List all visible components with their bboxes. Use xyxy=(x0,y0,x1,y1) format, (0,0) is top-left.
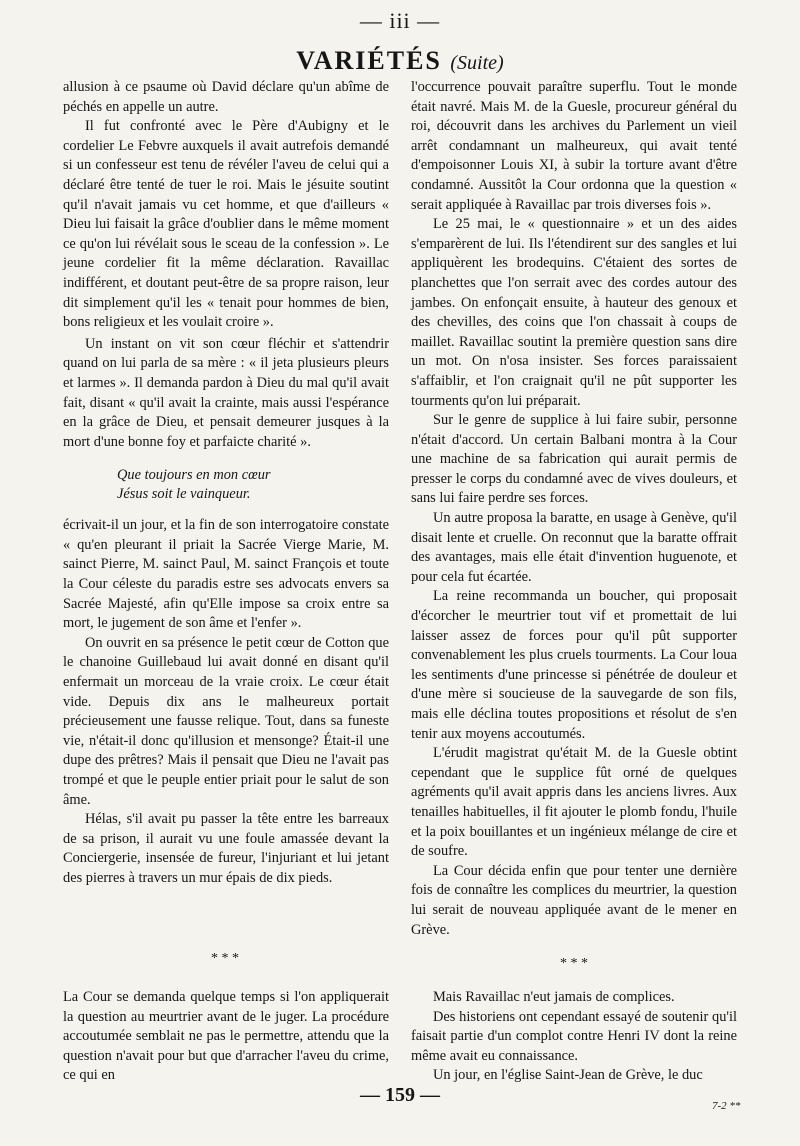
right-paragraph-3: Sur le genre de supplice à lui faire subir, personne n'était d'accord. Un certain Balbani montra à la Cour une machine de sa fabrication qui aurait permis de presser le corps du condamné avec de vives douleurs, et sans lui faire perdre ses forces. xyxy=(411,412,737,507)
verse-line-2: Jésus soit le vainqueur. xyxy=(117,486,251,503)
left-column-lower xyxy=(63,988,389,1086)
verse-quote xyxy=(117,466,389,504)
section-subtitle: (Suite) xyxy=(450,52,504,74)
page-number: — 159 — xyxy=(360,1084,440,1106)
right-paragraph-4: Un autre proposa la baratte, en usage à Genève, qu'il disait lente et cruelle. On reconnut que la baratte offrait des avantages, mais elle était d'invention huguenote, et pour cela fut écartée. xyxy=(411,510,737,585)
right-column-lower xyxy=(411,988,737,1086)
right-paragraph-7: La Cour décida enfin que pour tenter une dernière fois de connaître les complices du meurtrier, la question lui serait de nouveau appliquée avant de le mener en Grève. xyxy=(411,862,737,938)
right-paragraph-9: Des historiens ont cependant essayé de soutenir qu'il faisait partie d'un complot contre Henri IV dont la reine même avait eu connaissance. xyxy=(411,1008,737,1064)
right-paragraph-5: La reine recommanda un boucher, qui proposait d'écorcher le meurtrier tout vif et promettait de lui laisser assez de forces pour qu'il pût supporter convenablement les plus cruels tourments. La Cour loua les sentiments d'une princesse si pénétrée de douleur et d'une mère si soucieuse de la sauvegarde de son fils, mais elle déclina toutes propositions et résolut de s'en tenir aux moyens accoutumés. xyxy=(411,588,737,742)
right-paragraph-2: Le 25 mai, le « questionnaire » et un des aides s'emparèrent de lui. Ils l'étendirent sur des sangles et lui appliquèrent les brodequins. C'étaient des sortes de planchettes que l'on serrait avec des cordes autour des jambes. On enfonçait ensuite, à hauteur des genoux et des chevilles, des coins que l'on chassait à coups de maillet. Ravaillac soutint la première question sans dire un mot. On n'osa insister. Ses forces paraissaient s'affaiblir, et l'on craignait qu'il ne pût supporter les tourments qu'on lui préparait. xyxy=(411,216,737,409)
left-paragraph-3: Un instant on vit son cœur fléchir et s'attendrir quand on lui parla de sa mère : « il jeta plusieurs pleurs et larmes ». Il demanda pardon à Dieu du mal qu'il avait fait, disant « qu'il avait la crainte, mais aussi l'espérance en la grâce de Dieu, et pensait demeurer jusques à la mort d'une bonne foy et parfaicte charité ». xyxy=(63,335,389,450)
left-column-upper xyxy=(63,78,389,889)
left-paragraph-7: La Cour se demanda quelque temps si l'on appliquerait la question au meurtrier avant de le juger. La procédure accoutumée semblait ne pas le permettre, attendu que la question n'avait pour but que d'arracher l'aveu du crime, ce qui en xyxy=(63,989,389,1084)
printer-signature: 7-2 ** xyxy=(712,1100,741,1112)
left-paragraph-4: écrivait-il un jour, et la fin de son interrogatoire constate « qu'en pleurant il priait la Sacrée Vierge Marie, M. sainct Pierre, M. sainct Paul, M. sainct François et toute la Cour céleste du paradis estre ses advocats envers sa Sacrée Majesté, afin qu'Elle impose sa croix entre sa mort, le jugement de son âme et l'enfer ». xyxy=(63,517,389,632)
left-paragraph-6: Hélas, s'il avait pu passer la tête entre les barreaux de sa prison, il aurait vu une foule amassée devant la Conciergerie, insensée de fureur, l'injuriant et lui jetant des pierres à travers un mur épais de dix pieds. xyxy=(63,811,389,886)
left-paragraph-1: allusion à ce psaume où David déclare qu'un abîme de péchés en appelle un autre. xyxy=(63,79,389,115)
right-column-upper xyxy=(411,78,737,940)
right-paragraph-6: L'érudit magistrat qu'était M. de la Guesle obtint cependant que le supplice fût orné de quelques agréments qu'il avait appris dans les anciens livres. Aux tenailles habituelles, il fit ajouter le plomb fondu, l'huile et la poix bouillantes et un ingénieux mélange de cire et de soufre. xyxy=(411,745,737,860)
left-section-separator: * * * xyxy=(211,951,239,966)
right-paragraph-8: Mais Ravaillac n'eut jamais de complices. xyxy=(433,989,675,1005)
running-page-number: — iii — xyxy=(359,8,441,33)
right-paragraph-10: Un jour, en l'église Saint-Jean de Grève, le duc xyxy=(433,1067,703,1084)
section-title-text: VARIÉTÉS xyxy=(296,46,442,75)
left-paragraph-5: On ouvrit en sa présence le petit cœur de Cotton que le chanoine Guillebaud lui avait donné en disant qu'il enfermait un morceau de la vraie croix. Le cœur était vide. Depuis dix ans le malheureux portait précieusement une fausse relique. Tout, dans sa funeste vie, n'était-il donc qu'illusion et mensonge? Était-il une dupe des prêtres? Mais il pensait que Dieu ne l'avait pas trompé et que le peuple entier priait pour le salut de son âme. xyxy=(63,634,389,808)
section-title xyxy=(0,46,800,76)
right-paragraph-1: l'occurrence pouvait paraître superflu. Tout le monde était navré. Mais M. de la Guesle, procureur général du roi, découvrit dans les archives du Parlement un vieil arrêt condamnant un malheureux, qui avait tenté d'empoisonner Louis XI, à subir la torture avant d'être condamné. Aussitôt la Cour ordonna que la question « serait appliquée à Ravaillac par trois diverses fois ». xyxy=(411,79,737,213)
right-section-separator: * * * xyxy=(560,956,588,971)
left-paragraph-2: Il fut confronté avec le Père d'Aubigny et le cordelier Le Febvre auxquels il avait autrefois demandé si un confesseur est tenu de révéler l'aveu de celui qui a déclaré être tenté de tuer le roi. Mais le jésuite soutint qu'il n'avait jamais vu cet homme, et que d'ailleurs « Dieu lui faisait la grâce d'oublier dans le même moment ce qu'on lui révélait sous le sceau de la confession ». Le jeune cordelier fit la même déclaration. Ravaillac indifférent, et doutant peut-être de sa propre raison, leur dit simplement qu'il les « tenait pour hommes de bien, bons religieux et les voulait croire ». xyxy=(63,118,389,331)
verse-line-1: Que toujours en mon cœur xyxy=(117,467,271,484)
